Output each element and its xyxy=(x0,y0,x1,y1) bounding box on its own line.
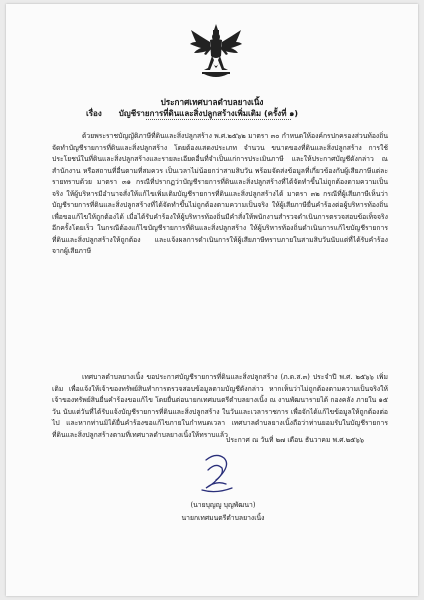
signer-position: นายกเทศมนตรีตำบลยางเนิ้ง xyxy=(181,514,265,522)
subject-text: บัญชีรายการที่ดินและสิ่งปลูกสร้างเพิ่มเติม (ครั้งที่ ๑) xyxy=(118,109,298,118)
handwritten-signature xyxy=(194,450,238,498)
subject-underline xyxy=(146,119,291,120)
garuda-emblem xyxy=(188,22,244,82)
document-page xyxy=(6,4,418,596)
signer-name: (นายบุญญู บุญพัฒนา) xyxy=(190,501,256,509)
body-paragraph-1: ด้วยพระราชบัญญัติภาษีที่ดินและสิ่งปลูกสร้าง พ.ศ.๒๕๖๒ มาตรา ๓๐ กำหนดให้องค์กรปกครองส่วนท้องถิ่นจัดทำบัญชีรายการที่ดินและสิ่งปลูกสร้าง โดยต้องแสดงประเภท จำนวน ขนาดของที่ดินและสิ่งปลูกสร้าง การใช้ประโยชน์ในที่ดินและสิ่งปลูกสร้างและรายละเอียดอื่นที่จำเป็นแก่การประเมินภาษี และให้ประกาศบัญชีดังกล่าว ณ สำนักงาน หรือสถานที่อื่นตามที่สมควร เป็นเวลาไม่น้อยกว่าสามสิบวัน พร้อมจัดส่งข้อมูลที่เกี่ยวข้องกับผู้เสียภาษีแต่ละรายทราบด้วย มาตรา ๓๑ กรณีที่ปรากฏว่าบัญชีรายการที่ดินและสิ่งปลูกสร้างที่ได้จัดทำขึ้นไม่ถูกต้องตามความเป็นจริง ให้ผู้บริหารมีอำนาจสั่งให้แก้ไขเพิ่มเติมบัญชีรายการที่ดินและสิ่งปลูกสร้างได้ มาตรา ๓๒ กรณีที่ผู้เสียภาษีเห็นว่าบัญชีรายการที่ดินและสิ่งปลูกสร้างที่ได้จัดทำขึ้นไม่ถูกต้องตามความเป็นจริง ให้ผู้เสียภาษียื่นคำร้องต่อผู้บริหารท้องถิ่นเพื่อขอแก้ไขให้ถูกต้องได้ เมื่อได้รับคำร้องให้ผู้บริหารท้องถิ่นมีคำสั่งให้พนักงานสำรวจดำเนินการตรวจสอบข้อเท็จจริงอีกครั้งโดยเร็ว ในกรณีต้องแก้ไขบัญชีรายการที่ดินและสิ่งปลูกสร้าง ให้ผู้บริหารท้องถิ่นดำเนินการแก้ไขบัญชีรายการที่ดินและสิ่งปลูกสร้างให้ถูกต้อง และแจ้งผลการดำเนินการให้ผู้เสียภาษีทราบภายในสามสิบวันนับแต่ที่ได้รับคำร้องจากผู้เสียภาษี xyxy=(52,132,388,255)
body-paragraph-2: เทศบาลตำบลยางเนิ้ง ขอประกาศบัญชีรายการที่ดินและสิ่งปลูกสร้าง (ภ.ด.ส.๓) ประจำปี พ.ศ. ๒๕๖๖ เพิ่มเติม เพื่อแจ้งให้เจ้าของทรัพย์สินทำการตรวจสอบข้อมูลตามบัญชีดังกล่าว หากเห็นว่าไม่ถูกต้องตามความเป็นจริงให้เจ้าของทรัพย์สินยื่นคำร้องขอแก้ไข โดยยื่นต่อนายกเทศมนตรีตำบลยางเนิ้ง ณ งานพัฒนารายได้ กองคลัง ภายใน ๑๕ วัน นับแต่วันที่ได้รับแจ้งบัญชีรายการที่ดินและสิ่งปลูกสร้าง ในวันและเวลาราชการ เพื่อจักได้แก้ไขข้อมูลให้ถูกต้องต่อไป และหากท่านมิได้ยื่นคำร้องขอแก้ไขภายในกำหนดเวลา เทศบาลตำบลยางเนิ้งถือว่าท่านยอมรับในบัญชีรายการที่ดินและสิ่งปลูกสร้างตามที่เทศบาลตำบลยางเนิ้งให้ทราบแล้ว xyxy=(52,373,388,439)
subject-label: เรื่อง xyxy=(86,109,102,118)
announcement-date: ประกาศ ณ วันที่ ๒๗ เดือน ธันวาคม พ.ศ.๒๕๖๖ xyxy=(226,436,364,444)
announcement-title: ประกาศเทศบาลตำบลยางเนิ้ง xyxy=(160,97,264,107)
